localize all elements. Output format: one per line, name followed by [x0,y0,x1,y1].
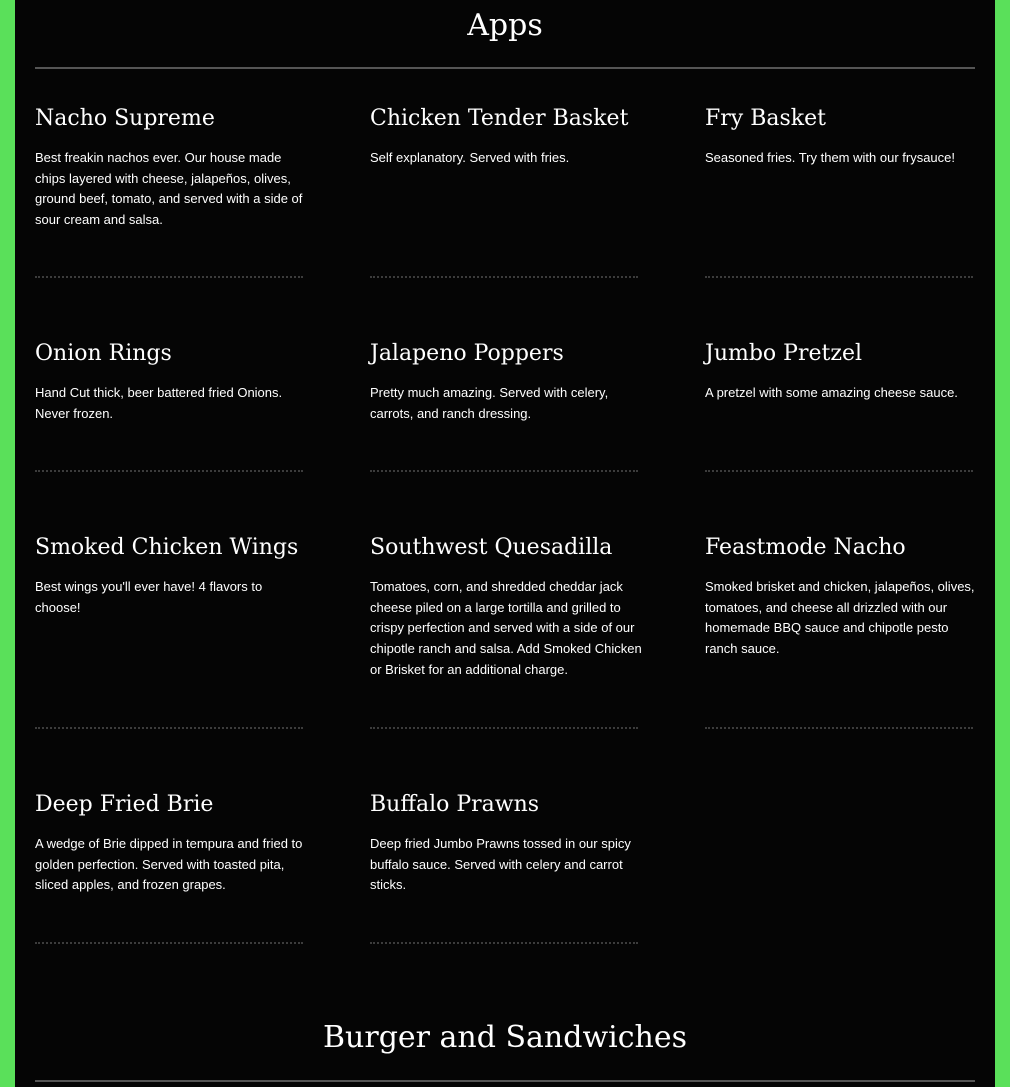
menu-item [370,533,645,681]
item-separator [35,942,303,944]
menu-item [35,104,310,231]
menu-item-name: Jalapeno Poppers [370,341,564,366]
menu-item [705,104,980,169]
menu-item-name: Feastmode Nacho [705,535,906,560]
menu-item-name: Southwest Quesadilla [370,535,613,560]
item-separator [370,470,638,472]
section-title-burgers: Burger and Sandwiches [323,1020,687,1055]
menu-item-name: Buffalo Prawns [370,792,540,817]
menu-item [370,339,645,424]
menu-item-description: Best freakin nachos ever. Our house made chips layered with cheese, jalapeños, olives, ground beef, tomato, and served with a side of sour cream and salsa. [35,150,303,228]
item-separator [35,470,303,472]
item-separator [370,276,638,278]
item-separator [370,942,638,944]
item-separator [705,470,973,472]
item-separator [35,727,303,729]
menu-panel [15,0,995,1087]
item-separator [370,727,638,729]
menu-item-description: Deep fried Jumbo Prawns tossed in our spicy buffalo sauce. Served with celery and carrot sticks. [370,836,631,893]
item-separator [705,727,973,729]
menu-item-name: Smoked Chicken Wings [35,535,299,560]
menu-item [705,339,980,404]
menu-item-name: Onion Rings [35,341,172,366]
section-divider [35,67,975,69]
menu-item [370,790,645,896]
menu-item-description: Seasoned fries. Try them with our frysauce! [705,150,955,165]
menu-item [35,790,310,896]
menu-item-name: Chicken Tender Basket [370,106,629,131]
menu-item-description: Self explanatory. Served with fries. [370,150,570,165]
menu-item [35,339,310,424]
section-divider [35,1080,975,1082]
menu-item-description: Best wings you'll ever have! 4 flavors to choose! [35,579,263,615]
menu-item-description: Pretty much amazing. Served with celery, carrots, and ranch dressing. [370,385,609,421]
menu-item-name: Jumbo Pretzel [705,341,862,366]
menu-item-description: Tomatoes, corn, and shredded cheddar jack cheese piled on a large tortilla and grilled to crispy perfection and served with a side of our chipotle ranch and salsa. Add Smoked Chicken or Brisket for an additional charge. [370,579,642,677]
menu-item-description: A wedge of Brie dipped in tempura and fried to golden perfection. Served with toasted pita, sliced apples, and frozen grapes. [35,836,303,893]
section-title-apps: Apps [467,8,543,43]
menu-item-name: Deep Fried Brie [35,792,214,817]
menu-item [370,104,645,169]
item-separator [35,276,303,278]
item-separator [705,276,973,278]
menu-item-description: Smoked brisket and chicken, jalapeños, olives, tomatoes, and cheese all drizzled with our homemade BBQ sauce and chipotle pesto ranch sauce. [705,579,975,657]
menu-item-description: A pretzel with some amazing cheese sauce. [705,385,958,400]
menu-item [35,533,310,618]
menu-item-description: Hand Cut thick, beer battered fried Onions. Never frozen. [35,385,283,421]
menu-item-name: Fry Basket [705,106,826,131]
menu-item [705,533,980,660]
menu-item-name: Nacho Supreme [35,106,215,131]
